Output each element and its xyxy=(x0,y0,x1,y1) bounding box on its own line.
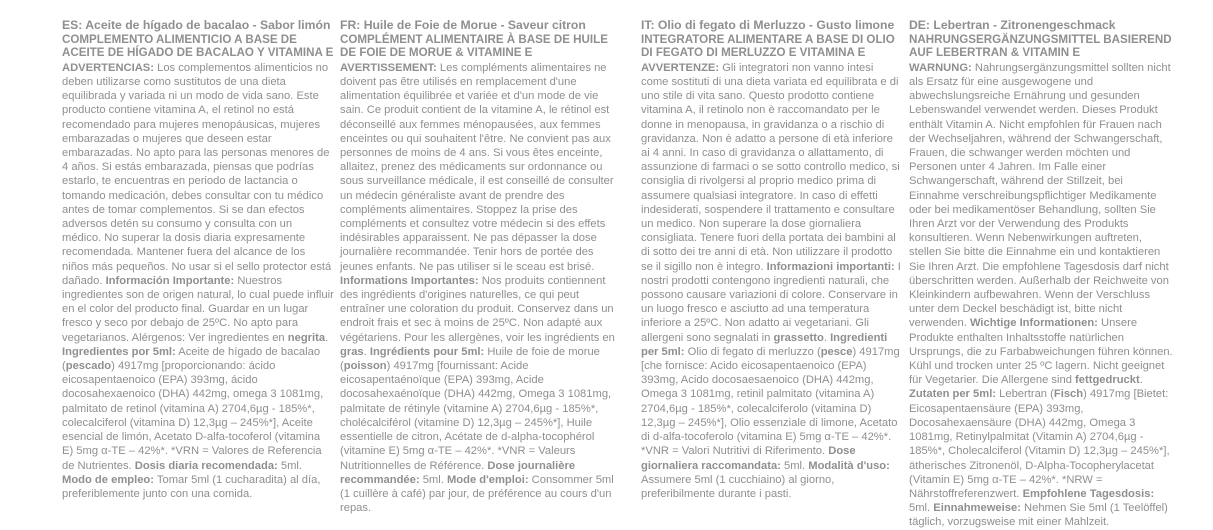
usage-text: Consommer 5ml (1 cuillère à café) par jour, de préférence au cours d'un repas. xyxy=(340,473,614,515)
warning-label: AVVERTENZE: xyxy=(641,61,720,74)
ingredients-text-continued: ) 4917mg [che fornisce: Acido eicosapentaenoico (EPA) 393mg, Acido docosaesaenoico (DHA) 442mg, Omega 3 1081mg, retinil palmitato (vitamina A) 2704,6µg - 185%*, colecalciferolo (vitamina D) 12,3µg – 245%*], Olio essenziale di limone, Acetato di d-alfa-tocoferolo (vitamina E) 5mg α-TE – 42%*. *VNR = Valori Nutritivi di Riferimento. xyxy=(641,345,900,458)
column-french xyxy=(340,18,618,515)
allergen-ingredient: pesce xyxy=(820,345,853,358)
label-body xyxy=(909,61,1173,530)
dose-label: Dose giornaliera raccomandata: xyxy=(641,445,856,472)
info-label: Información Importante: xyxy=(105,274,235,287)
label-body xyxy=(62,61,334,501)
ingredients-text: Aceite de hígado de bacalao ( xyxy=(62,345,321,373)
warning-text: Nahrungsergänzungsmittel sollten nicht als Ersatz für eine ausgewogene und abwechslungsreiche Ernährung und gesunden Lebenswandel verwendet werden. Dieses Produkt enthält Vitamin A. Nicht empfohlen für Frauen nach der Wechseljahren, während der Schwangerschaft, Frauen, die schwanger werden möchten und Personen unter 4 Jahren. Im Falle einer Schwangerschaft, während der Stillzeit, bei Einnahme verschreibungspflichtiger Medikamente oder bei medikamentöser Behandlung, sollten Sie Ihren Arzt vor der Verwendung des Produkts konsultieren. Wenn Nebenwirkungen auftreten, stellen Sie bitte die Einnahme ein und kontaktieren Sie Ihren Arzt. Die empfohlene Tagesdosis darf nicht überschritten werden. Außerhalb der Reichweite von Kleinkindern aufbewahren. Wenn der Verschluss unter dem Deckel beschädigt ist, bitte nicht verwenden. xyxy=(909,61,1171,330)
info-end: . xyxy=(823,331,831,344)
allergen-word: gras xyxy=(340,345,364,358)
usage-text: Assumere 5ml (1 cucchiaino) al giorno, preferibilmente durante i pasti. xyxy=(641,473,835,500)
label-body xyxy=(340,61,618,516)
info-text: Nuestros ingredientes son de origen natural, lo cual puede influir en el color del producto final. Guardar en un lugar fresco y seco por debajo de 25ºC. No apto para vegetarianos. Alérgenos: Ver ingredientes en xyxy=(62,274,334,344)
allergen-word: grassetto xyxy=(773,331,824,344)
allergen-word: negrita xyxy=(287,331,326,344)
ingredients-text-continued: ) 4917mg [fournissant: Acide eicosapentaénoïque (EPA) 393mg, Acide docosahexaénoïque (DHA) 442mg, Omega 3 1081mg, palmitate de rétinyle (vitamine A) 2704,6µg - 185%*, cholécalciférol (vitamine D) 12,3µg – 245%*], Huile essentielle de citron, Acétate de d-alpha-tocophérol (vitamine E) 5mg α-TE – 42%*. *VNR = Valeurs Nutritionnelles de Référence. xyxy=(340,360,612,472)
column-heading: ES: Aceite de hígado de bacalao - Sabor limón xyxy=(62,18,331,32)
info-label: Wichtige Informationen: xyxy=(969,317,1098,330)
warning-label: AVERTISSEMENT: xyxy=(340,61,437,74)
dose-text: 5ml. xyxy=(909,502,934,515)
usage-label: Mode d'emploi: xyxy=(446,473,529,486)
warning-text: Gli integratori non vanno intesi come sostituti di una dieta variata ed equilibrata e di uno stile di vita sano. Questo prodotto contiene vitamina A, il retinolo non è raccomandato per le donne in menopausa, in gravidanza o a rischio di gravidanza. Non è adatto a persone di età inferiore ai 4 anni. In caso di gravidanza o allattamento, di assunzione di farmaci o se sotto controllo medico, si consiglia di rivolgersi al proprio medico prima di assumere qualsiasi integratore. In caso di effetti indesiderati, sospendere il trattamento e consultare un medico. Non superare la dose giornaliera consigliata. Tenere fuori della portata dei bambini al di sotto dei tre anni di età. Non utilizzare il prodotto se il sigillo non è integro. xyxy=(641,61,900,273)
warning-label: WARNUNG: xyxy=(909,61,972,74)
info-end: . xyxy=(325,331,329,344)
product-subheading: NAHRUNGSERGÄNZUNGSMITTEL BASIEREND AUF LEBERTRAN & VITAMIN E xyxy=(909,33,1172,60)
column-heading: FR: Huile de Foie de Morue - Saveur citron xyxy=(340,18,586,32)
ingredients-text: Lebertran ( xyxy=(996,388,1054,401)
info-end: . xyxy=(363,345,370,358)
column-heading: DE: Lebertran - Zitronengeschmack xyxy=(909,18,1116,32)
column-spanish xyxy=(62,18,334,501)
allergen-ingredient: Fisch xyxy=(1053,388,1084,401)
dose-label: Dose journalière recommandée: xyxy=(340,459,576,486)
product-subheading: COMPLEMENTO ALIMENTICIO A BASE DE ACEITE DE HÍGADO DE BACALAO Y VITAMINA E xyxy=(62,33,334,60)
column-italian xyxy=(641,18,901,501)
ingredients-label: Ingrédients pour 5ml: xyxy=(369,345,485,358)
column-german xyxy=(909,18,1173,530)
dose-text: 5ml. xyxy=(277,459,303,472)
info-label: Informations Importantes: xyxy=(340,274,479,287)
usage-text: Tomar 5ml (1 cucharadita) al día, preferiblemente junto con una comida. xyxy=(62,473,321,500)
dose-label: Dosis diaria recomendada: xyxy=(134,459,278,472)
ingredients-text: Huile de foie de morue ( xyxy=(340,345,600,373)
column-heading: IT: Olio di fegato di Merluzzo - Gusto limone xyxy=(641,18,895,32)
info-text: I nostri prodotti contengono ingredienti naturali, che possono causare variazioni di colore. Conservare in un luogo fresco e asciutto ad una temperatura inferiore a 25ºC. Non adatto ai vegetariani. Gli allergeni sono segnalati in xyxy=(641,260,901,344)
usage-label: Einnahmeweise: xyxy=(933,502,1021,515)
warning-text: Los complementos alimenticios no deben utilizarse como sustitutos de una dieta equilibrada y variada ni un modo de vida sano. Este producto contiene vitamina A, el retinol no está recomendado para mujeres menopáusicas, mujeres embarazadas o mujeres que deseen estar embarazadas. No apto para las personas menores de 4 años. Si estás embarazada, piensas que podrías estarlo, te encuentras en periodo de lactancia o tomando medicación, debes consultar con tu médico antes de tomar complementos. Si se dan efectos adversos detén su consumo y consulta con un médico. No superar la dosis diaria expresamente recomendada. Mantener fuera del alcance de los niños más pequeños. No usar si el sello protector está dañado. xyxy=(62,61,332,287)
usage-label: Modo de empleo: xyxy=(62,473,154,486)
info-end: . xyxy=(1139,374,1143,387)
ingredients-label: Zutaten per 5ml: xyxy=(909,388,997,401)
dose-text: 5ml. xyxy=(780,459,809,472)
dose-text: 5ml. xyxy=(419,473,447,486)
usage-label: Modalità d'uso: xyxy=(808,459,890,472)
usage-text: Nehmen Sie 5ml (1 Teelöffel) täglich, vorzugsweise mit einer Mahlzeit. xyxy=(909,502,1168,529)
label-body xyxy=(641,61,901,501)
allergen-ingredient: poisson xyxy=(343,360,387,373)
info-text: Unsere Produkte enthalten Inhaltsstoffe natürlichen Ursprungs, die zu Farbabweichungen führen können. Kühl und trocken unter 25 ºC lagern. Nicht geeignet für Vegetarier. Die Allergene sind xyxy=(909,317,1173,387)
product-subheading: INTEGRATORE ALIMENTARE A BASE DI OLIO DI FEGATO DI MERLUZZO E VITAMINA E xyxy=(641,33,895,60)
allergen-ingredient: pescado xyxy=(65,360,112,373)
allergen-word: fettgedruckt xyxy=(1075,374,1140,387)
ingredients-text-continued: ) 4917mg [proporcionando: ácido eicosapentaenoico (EPA) 393mg, ácido docosahexaenoico (DHA) 442mg, omega 3 1081mg, palmitato de retinol (vitamina A) 2704,6µg - 185%*, colecalciferol (vitamina D) 12,3µg – 245%*], Aceite esencial de limón, Acetato D-alfa-tocoferol (vitamina E) 5mg α-TE – 42%*. *VRN = Valores de Referencia de Nutrientes. xyxy=(62,360,324,472)
ingredients-text: Olio di fegato di merluzzo ( xyxy=(684,345,821,358)
info-label: Informazioni importanti: xyxy=(766,260,895,273)
ingredients-label: Ingredientes por 5ml: xyxy=(62,345,176,358)
product-subheading: COMPLÉMENT ALIMENTAIRE À BASE DE HUILE DE FOIE DE MORUE & VITAMINE E xyxy=(340,33,608,60)
dose-label: Empfohlene Tagesdosis: xyxy=(1022,487,1155,500)
warning-label: ADVERTENCIAS: xyxy=(62,61,154,74)
warning-text: Les compléments alimentaires ne doivent pas être utilisés en remplacement d'une alimentation équilibrée et variée et d'un mode de vie sain. Ce produit contient de la vitamine A, le rétinol est déconseillé aux femmes ménopausées, aux femmes enceintes ou qui souhaitent l'être. Ne convient pas aux personnes de moins de 4 ans. Si vous êtes enceinte, allaitez, prenez des médicaments sur ordonnance ou sous surveillance médicale, il est conseillé de consulter un médecin généraliste avant de prendre des compléments alimentaires. Stoppez la prise des compléments et consultez votre médecin si des effets indésirables apparaissent. Ne pas dépasser la dose journalière recommandée. Tenir hors de portée des jeunes enfants. Ne pas utiliser si le sceau est brisé. xyxy=(340,61,614,273)
ingredients-label: Ingredienti per 5ml: xyxy=(641,331,888,358)
ingredients-text-continued: ) 4917mg [Bietet: Eicosapentaensäure (EPA) 393mg, Docosahexaensäure (DHA) 442mg, Omega 3 1081mg, Retinylpalmitat (Vitamin A) 2704,6µg - 185%*, Cholecalciferol (Vitamin D) 12,3µg – 245%*], ätherisches Zitronenöl, D-Alpha-Tocopherylacetat (Vitamin E) 5mg α-TE – 42%*. *NRW = Nährstoffreferenzwert. xyxy=(909,388,1170,500)
info-text: Nos produits contiennent des ingrédients d'origines naturelles, ce qui peut entraîner une coloration du produit. Conservez dans un endroit frais et sec à moins de 25ºC. Non adapté aux végétariens. Pour les allergènes, voir les ingrédients en xyxy=(340,274,615,344)
